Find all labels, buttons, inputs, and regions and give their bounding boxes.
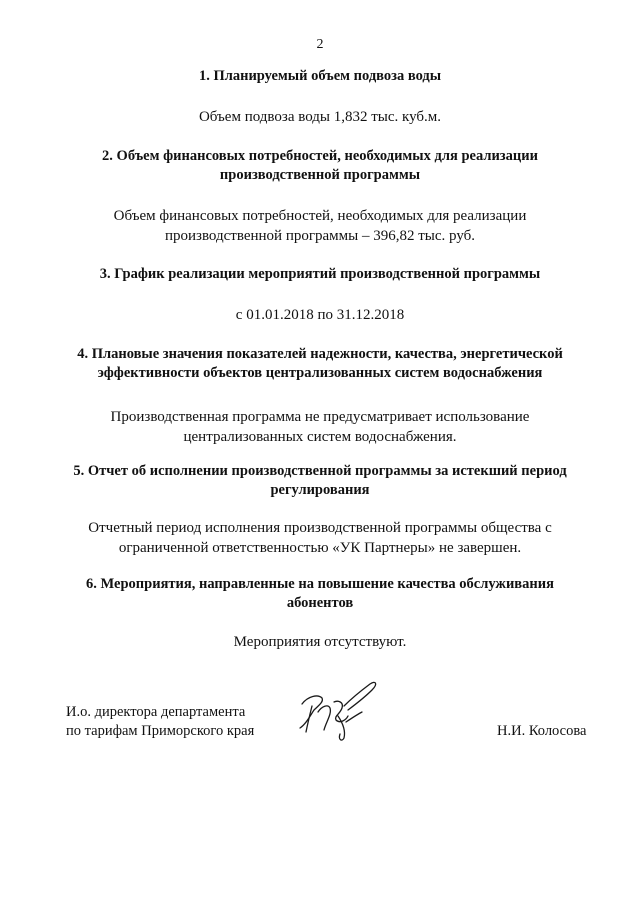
section-3-text: с 01.01.2018 по 31.12.2018 xyxy=(235,307,405,323)
section-4-heading-line-1: 4. Плановые значения показателей надежности, качества, энергетической xyxy=(77,346,563,362)
section-6-heading-line-2: абонентов xyxy=(286,595,354,611)
section-1-text: Объем подвоза воды 1,832 тыс. куб.м. xyxy=(198,109,442,125)
section-4-text-line-1: Производственная программа не предусматривает использование xyxy=(110,409,530,425)
section-2-text-line-2: производственной программы – 396,82 тыс. руб. xyxy=(164,228,476,244)
section-2-heading-line-1: 2. Объем финансовых потребностей, необходимых для реализации xyxy=(102,148,538,164)
signatory-position-line-2: по тарифам Приморского края xyxy=(66,723,255,739)
section-2-text-line-1: Объем финансовых потребностей, необходимых для реализации xyxy=(113,208,527,224)
section-3-heading: 3. График реализации мероприятий производственной программы xyxy=(99,266,541,282)
section-1-heading: 1. Планируемый объем подвоза воды xyxy=(198,68,442,84)
section-6-text: Мероприятия отсутствуют. xyxy=(233,634,407,650)
section-5-text-line-2: ограниченной ответственностью «УК Партнеры» не завершен. xyxy=(118,540,522,556)
page-number: 2 xyxy=(316,37,324,52)
section-5-heading-line-2: регулирования xyxy=(270,482,370,498)
section-5-text-line-1: Отчетный период исполнения производственной программы общества с xyxy=(88,520,552,536)
section-4-text-line-2: централизованных систем водоснабжения. xyxy=(183,429,457,445)
handwritten-signature xyxy=(288,676,388,746)
section-6-heading-line-1: 6. Мероприятия, направленные на повышение качества обслуживания xyxy=(86,576,554,592)
signatory-position-line-1: И.о. директора департамента xyxy=(66,704,246,720)
section-4-heading-line-2: эффективности объектов централизованных систем водоснабжения xyxy=(97,365,543,381)
section-5-heading-line-1: 5. Отчет об исполнении производственной программы за истекший период xyxy=(73,463,567,479)
section-2-heading-line-2: производственной программы xyxy=(219,167,421,183)
signatory-name: Н.И. Колосова xyxy=(497,723,587,739)
